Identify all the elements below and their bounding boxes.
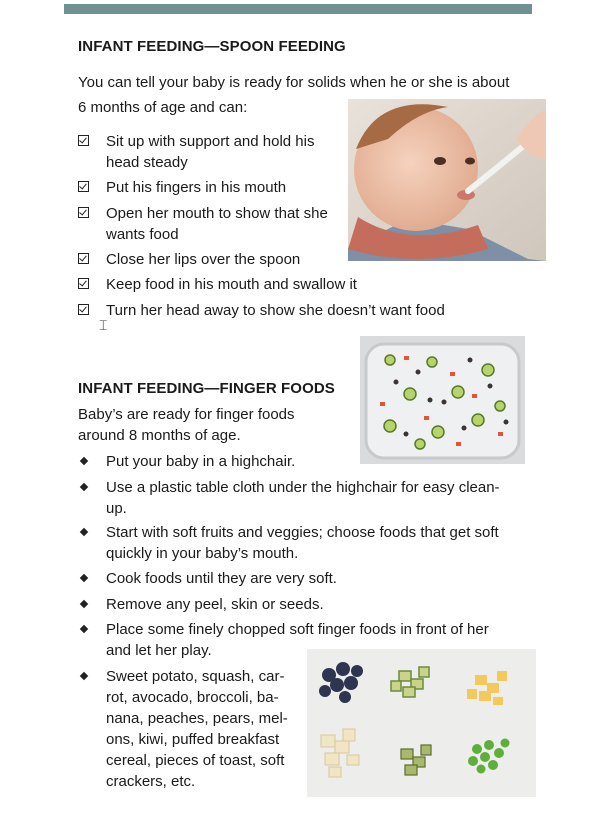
spoon-item: Sit up with support and hold his head steady xyxy=(78,131,314,173)
diamond-bullet-icon xyxy=(80,600,88,608)
food-piles-photo xyxy=(307,649,536,797)
spoon-item: Open her mouth to show that she wants food xyxy=(78,203,328,245)
finger-item: Cook foods until they are very soft. xyxy=(78,568,337,589)
spoon-feeding-heading: INFANT FEEDING—SPOON FEEDING xyxy=(78,38,346,55)
finger-item: Place some finely chopped soft finger foods in front of her and let her play. xyxy=(78,619,489,661)
spoon-item: Turn her head away to show she doesn’t want food xyxy=(78,300,445,321)
spoon-item: Put his fingers in his mouth xyxy=(78,177,286,198)
finger-intro: Baby’s are ready for finger foods around 8 months of age. xyxy=(78,406,295,444)
finger-item: Use a plastic table cloth under the highchair for easy clean- up. xyxy=(78,477,500,519)
checkbox-checked-icon xyxy=(78,181,89,192)
diamond-bullet-icon xyxy=(80,574,88,582)
checkbox-checked-icon xyxy=(78,304,89,315)
finger-item: Sweet potato, squash, car- rot, avocado, broccoli, ba- nana, peaches, pears, mel- ons, kiwi, puffed breakfast cereal, pieces of toast, soft crackers, etc. xyxy=(78,666,288,792)
finger-foods-tray-photo xyxy=(360,336,525,464)
spoon-intro: You can tell your baby is ready for solids when he or she is about 6 months of age and can: xyxy=(78,74,510,116)
checkbox-checked-icon xyxy=(78,278,89,289)
baby-spoon-photo xyxy=(348,99,546,261)
text-cursor-icon: ⌶ xyxy=(99,318,108,334)
finger-item: Put your baby in a highchair. xyxy=(78,451,295,472)
diamond-bullet-icon xyxy=(80,483,88,491)
header-bar xyxy=(64,4,532,14)
diamond-bullet-icon xyxy=(80,457,88,465)
checkbox-checked-icon xyxy=(78,135,89,146)
checkbox-checked-icon xyxy=(78,207,89,218)
diamond-bullet-icon xyxy=(80,528,88,536)
spoon-item: Close her lips over the spoon xyxy=(78,249,300,270)
diamond-bullet-icon xyxy=(80,672,88,680)
checkbox-checked-icon xyxy=(78,253,89,264)
finger-item: Start with soft fruits and veggies; choose foods that get soft quickly in your baby’s mouth. xyxy=(78,522,499,564)
diamond-bullet-icon xyxy=(80,625,88,633)
spoon-item: Keep food in his mouth and swallow it xyxy=(78,274,357,295)
finger-item: Remove any peel, skin or seeds. xyxy=(78,594,324,615)
finger-foods-heading: INFANT FEEDING—FINGER FOODS xyxy=(78,380,335,397)
